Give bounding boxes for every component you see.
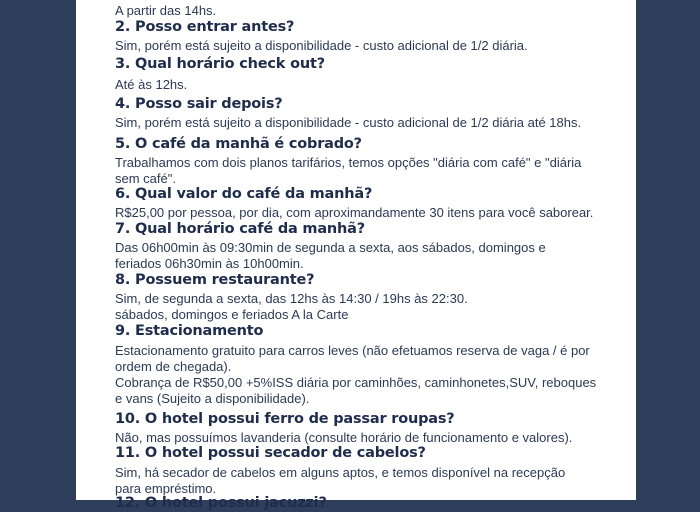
- faq-question: 7. Qual horário café da manhã?: [115, 221, 365, 237]
- faq-question: 8. Possuem restaurante?: [115, 272, 315, 288]
- faq-question: 11. O hotel possui secador de cabelos?: [115, 445, 426, 461]
- faq-page: [76, 0, 636, 511]
- faq-question: 4. Posso sair depois?: [115, 96, 283, 112]
- answer-line: sem café".: [115, 171, 176, 186]
- faq-question: 2. Posso entrar antes?: [115, 19, 295, 35]
- answer-line: para empréstimo.: [115, 481, 217, 496]
- faq-question: 9. Estacionamento: [115, 323, 264, 339]
- answer-line: Das 06h00min às 09:30min de segunda a sexta, aos sábados, domingos e: [115, 240, 546, 255]
- answer-line: R$25,00 por pessoa, por dia, com aproximandamente 30 itens para você saborear.: [115, 205, 594, 220]
- faq-question: 10. O hotel possui ferro de passar roupas?: [115, 411, 455, 427]
- faq-question: 6. Qual valor do café da manhã?: [115, 186, 373, 202]
- answer-line: Sim, porém está sujeito a disponibilidade - custo adicional de 1/2 diária até 18hs.: [115, 115, 582, 130]
- answer-line: Trabalhamos com dois planos tarifários, temos opções "diária com café" e "diária: [115, 155, 582, 170]
- answer-line: Sim, há secador de cabelos em alguns aptos, e temos disponível na recepção: [115, 465, 566, 480]
- answer-line: Cobrança de R$50,00 +5%ISS diária por caminhões, caminhonetes,SUV, reboques: [115, 375, 597, 390]
- answer-line: ordem de chegada).: [115, 359, 232, 374]
- answer-line: sábados, domingos e feriados A la Carte: [115, 307, 349, 322]
- answer-line: Estacionamento gratuito para carros leves (não efetuamos reserva de vaga / é por: [115, 343, 590, 358]
- answer-line: Não, mas possuímos lavanderia (consulte horário de funcionamento e valores).: [115, 430, 573, 445]
- answer-line: A partir das 14hs.: [115, 3, 217, 18]
- answer-line: e vans (Sujeito a disponibilidade).: [115, 391, 310, 406]
- faq-question: 3. Qual horário check out?: [115, 56, 325, 72]
- answer-line: Sim, de segunda a sexta, das 12hs às 14:30 / 19hs às 22:30.: [115, 291, 468, 306]
- faq-item-1-answer: [115, 2, 216, 19]
- answer-line: Sim, porém está sujeito a disponibilidade - custo adicional de 1/2 diária.: [115, 38, 528, 53]
- faq-question-cut-off: 12. O hotel possui jacuzzi?: [115, 495, 327, 511]
- faq-question: 5. O café da manhã é cobrado?: [115, 136, 362, 152]
- answer-line: feriados 06h30min às 10h00min.: [115, 256, 304, 271]
- answer-line: Até às 12hs.: [115, 77, 188, 92]
